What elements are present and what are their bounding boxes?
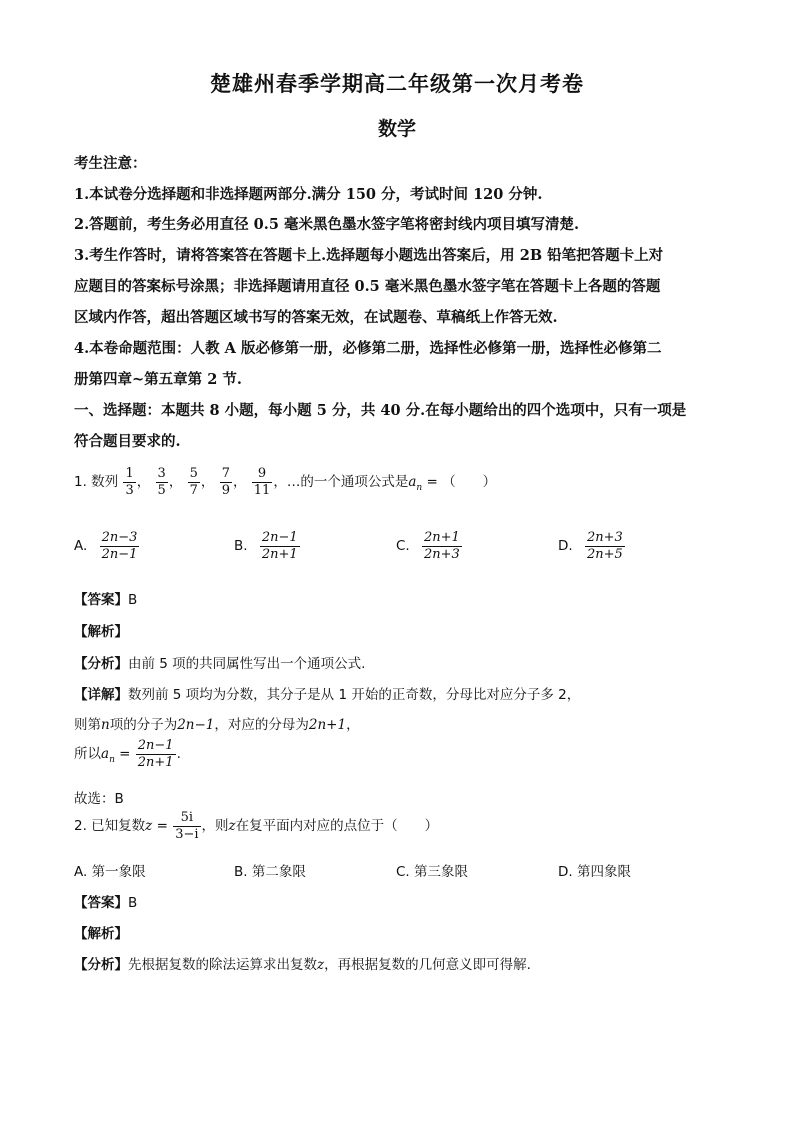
section-heading-line-2: 符合题目要求的. xyxy=(74,433,181,450)
question-2-jiexi: 【解析】 xyxy=(74,926,128,942)
question-1-prefix: 1. 数列 xyxy=(74,474,119,491)
notice-line-3b: 应题目的答案标号涂黑；非选择题请用直径 0.5 毫米黑色墨水签字笔在答题卡上各题的答题 xyxy=(74,278,661,295)
notice-line-2: 2.答题前，考生务必用直径 0.5 毫米黑色墨水签字笔将密封线内项目填写清楚. xyxy=(74,216,580,233)
question-2-fenxi: 【分析】先根据复数的除法运算求出复数z，再根据复数的几何意义即可得解. xyxy=(74,957,531,973)
question-1-option-b: B. $\frac{2n-1}{2n+1}$ xyxy=(234,530,298,562)
exam-title: 楚雄州春季学期高二年级第一次月考卷 xyxy=(210,71,584,96)
exam-subject: 数学 xyxy=(377,118,416,140)
question-2-option-d: D. 第四象限 xyxy=(558,864,631,880)
question-1-option-d: D. $\frac{2n+3}{2n+5}$ xyxy=(558,530,623,562)
question-2-stem: 2. 已知复数z = $\frac{5i}{3-i}$ ，则z在复平面内对应的点位于（ ） xyxy=(74,810,439,842)
question-2-answer: 【答案】B xyxy=(74,895,138,911)
question-1-numerator-line: 则第n项的分子为2n−1，对应的分母为2n+1， xyxy=(74,717,360,733)
question-1-option-a: A. $\frac{2n-3}{2n-1}$ xyxy=(74,530,138,562)
sequence-term-1: $\frac{1}{3}$ xyxy=(125,466,134,498)
question-2-option-b: B. 第二象限 xyxy=(234,864,306,880)
question-1-option-c: C. $\frac{2n+1}{2n+3}$ xyxy=(396,530,460,562)
question-1-stem: 1. 数列 $\frac{1}{3}$ ， $\frac{3}{5}$ ， $\frac{5}{7}$ ， $\frac{7}{9}$ ， $\frac{9}{11}$ ，…的一个通项公式是$a_n$ = （ ） xyxy=(74,466,497,498)
question-1-suffix: ，…的一个通项公式是 xyxy=(273,474,409,491)
question-2-option-a: A. 第一象限 xyxy=(74,864,146,880)
question-1-jiexi: 【解析】 xyxy=(74,624,128,640)
notice-line-1: 1.本试卷分选择题和非选择题两部分.满分 150 分，考试时间 120 分钟. xyxy=(74,186,543,203)
notice-line-4a: 4.本卷命题范围：人教 A 版必修第一册，必修第二册，选择性必修第一册，选择性必修第二 xyxy=(74,340,662,357)
question-1-fenxi: 【分析】由前 5 项的共同属性写出一个通项公式. xyxy=(74,656,366,672)
sequence-term-5: $\frac{9}{11}$ xyxy=(253,466,271,498)
question-1-conclusion: 所以$a_n$ = $\frac{2n-1}{2n+1}$ . xyxy=(74,738,181,770)
notice-line-3a: 3.考生作答时，请将答案答在答题卡上.选择题每小题选出答案后，用 2B 铅笔把答题卡上对 xyxy=(74,247,664,264)
sequence-term-3: $\frac{5}{7}$ xyxy=(189,466,198,498)
sequence-term-2: $\frac{3}{5}$ xyxy=(157,466,166,498)
question-2-option-c: C. 第三象限 xyxy=(396,864,469,880)
notice-line-4b: 册第四章~第五章第 2 节. xyxy=(74,371,242,388)
question-1-choice: 故选：B xyxy=(74,791,124,807)
notice-line-3c: 区域内作答，超出答题区域书写的答案无效，在试题卷、草稿纸上作答无效. xyxy=(74,309,558,326)
notice-heading: 考生注意： xyxy=(74,155,147,172)
section-heading-line-1: 一、选择题：本题共 8 小题，每小题 5 分，共 40 分.在每小题给出的四个选项中，只有一项是 xyxy=(74,402,687,419)
question-1-answer: 【答案】B xyxy=(74,592,138,608)
question-1-xiangjie: 【详解】数列前 5 项均为分数，其分子是从 1 开始的正奇数，分母比对应分子多 2， xyxy=(74,687,581,703)
general-term-symbol: a xyxy=(408,474,417,491)
sequence-term-4: $\frac{7}{9}$ xyxy=(221,466,230,498)
